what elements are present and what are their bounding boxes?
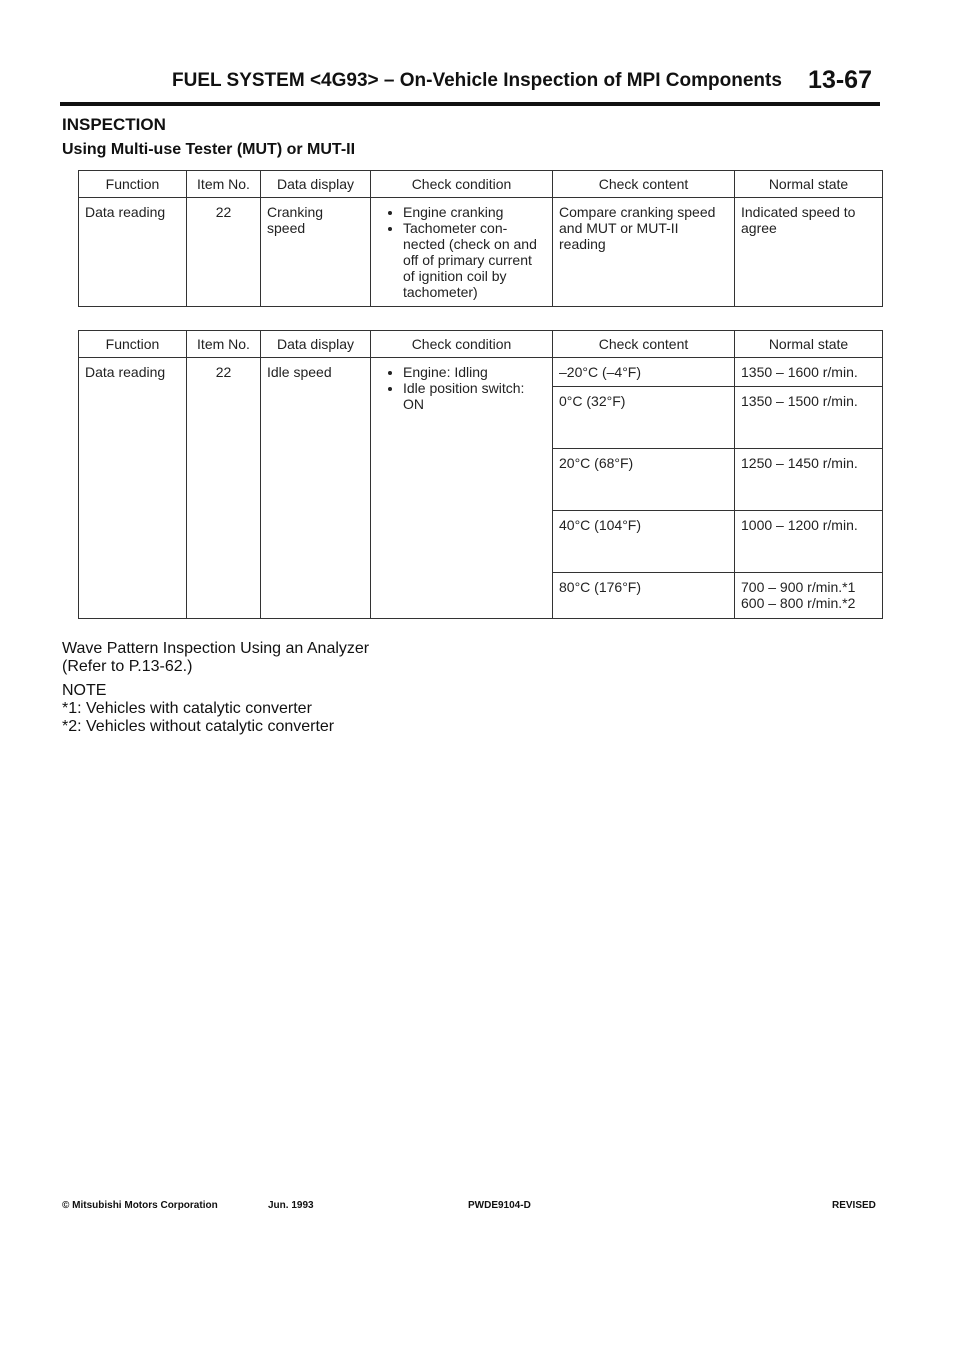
page-number: 13-67	[808, 66, 872, 94]
header-data-display: Data display	[261, 331, 371, 358]
cell-check-content: 80°C (176°F)	[553, 573, 735, 619]
header-normal-state: Normal state	[735, 331, 883, 358]
header-item-no: Item No.	[187, 171, 261, 198]
cell-data-display: Idle speed	[261, 358, 371, 619]
cell-function: Data reading	[79, 198, 187, 307]
header-check-content: Check content	[553, 331, 735, 358]
idle-speed-table	[78, 330, 883, 619]
condition-item: • Engine: Idling	[403, 364, 546, 380]
cell-check-content: 0°C (32°F)	[553, 387, 735, 449]
footer-status: REVISED	[832, 1200, 876, 1211]
cell-check-content: 40°C (104°F)	[553, 511, 735, 573]
section-subtitle: Using Multi-use Tester (MUT) or MUT-II	[62, 141, 356, 158]
cranking-speed-table	[78, 170, 883, 307]
cell-data-display: Cranking speed	[261, 198, 371, 307]
cell-check-condition	[371, 198, 553, 307]
footer-date: Jun. 1993	[268, 1200, 314, 1211]
normal-state-line: 700 – 900 r/min.*1	[741, 579, 856, 595]
cell-item-no: 22	[187, 358, 261, 619]
condition-item: • Tachometer con- nected (check on and off of primary current of ignition coil by tachometer)	[403, 220, 546, 300]
header-title: FUEL SYSTEM <4G93> – On-Vehicle Inspection of MPI Components	[172, 70, 782, 91]
table-header-row	[79, 331, 883, 358]
cell-check-content: Compare cranking speed and MUT or MUT-II reading	[553, 198, 735, 307]
note-title: NOTE	[62, 682, 107, 699]
cell-normal-state: 1250 – 1450 r/min.	[735, 449, 883, 511]
header-check-condition: Check condition	[371, 331, 553, 358]
header-function: Function	[79, 331, 187, 358]
header-item-no: Item No.	[187, 331, 261, 358]
header-check-content: Check content	[553, 171, 735, 198]
cell-function: Data reading	[79, 358, 187, 619]
cell-check-condition	[371, 358, 553, 619]
footer-code: PWDE9104-D	[468, 1200, 531, 1211]
header-normal-state: Normal state	[735, 171, 883, 198]
cell-normal-state	[735, 573, 883, 619]
table-header-row	[79, 171, 883, 198]
table-row	[79, 198, 883, 307]
cell-normal-state: 1000 – 1200 r/min.	[735, 511, 883, 573]
section-title: INSPECTION	[62, 115, 166, 134]
header-check-condition: Check condition	[371, 171, 553, 198]
cell-check-content: –20°C (–4°F)	[553, 358, 735, 387]
normal-state-line: 600 – 800 r/min.*2	[741, 595, 856, 611]
cell-normal-state: 1350 – 1600 r/min.	[735, 358, 883, 387]
cell-normal-state: 1350 – 1500 r/min.	[735, 387, 883, 449]
footer-copyright: © Mitsubishi Motors Corporation	[62, 1200, 218, 1211]
cell-check-content: 20°C (68°F)	[553, 449, 735, 511]
header-data-display: Data display	[261, 171, 371, 198]
condition-item: • Idle position switch: ON	[403, 380, 546, 412]
wave-pattern-line-1: Wave Pattern Inspection Using an Analyzer	[62, 640, 370, 657]
page-header	[60, 62, 880, 106]
note-line-1: *1: Vehicles with catalytic converter	[62, 700, 312, 717]
condition-item: • Engine cranking	[403, 204, 546, 220]
wave-pattern-line-2: (Refer to P.13-62.)	[62, 658, 193, 675]
note-line-2: *2: Vehicles without catalytic converter	[62, 718, 335, 735]
header-function: Function	[79, 171, 187, 198]
table-row	[79, 358, 883, 387]
cell-item-no: 22	[187, 198, 261, 307]
cell-normal-state: Indicated speed to agree	[735, 198, 883, 307]
